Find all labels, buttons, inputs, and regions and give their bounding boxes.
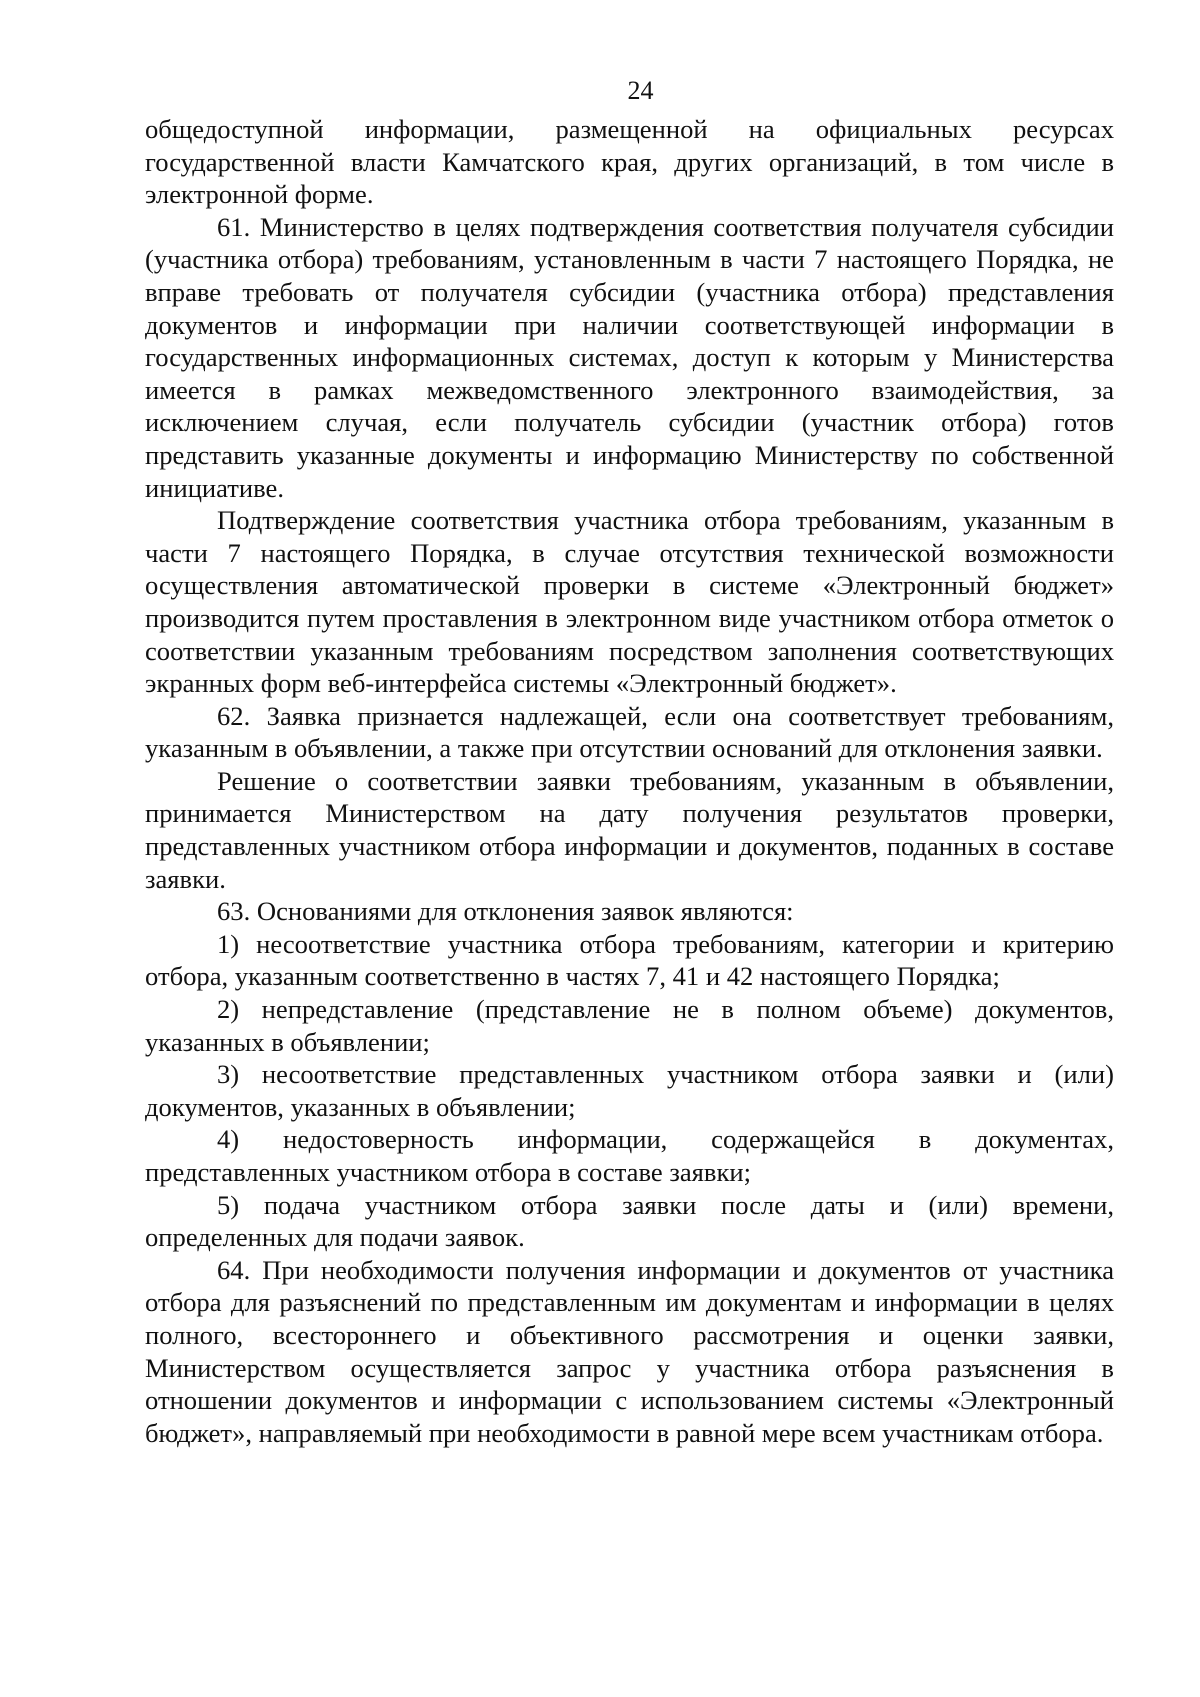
paragraph-64: 64. При необходимости получения информации и документов от участника отбора для разъяснений по представленным им документам и информации в целях полного, всестороннего и объективного рассмотрения и оценки заявки, Министерством осуществляется запрос у участника отбора разъяснения в отношении документов и информации с использованием системы «Электронный бюджет», направляемый при необходимости в равной мере всем участникам отбора. [145, 1254, 1114, 1448]
paragraph-61-confirmation: Подтверждение соответствия участника отбора требованиям, указанным в части 7 настоящего Порядка, в случае отсутствия технической возможности осуществления автоматической проверки в системе «Электронный бюджет» производится путем проставления в электронном виде участником отбора отметок о соответствии указанным требованиям посредством заполнения соответствующих экранных форм веб-интерфейса системы «Электронный бюджет». [145, 505, 1114, 699]
list-item-63-3: 3) несоответствие представленных участником отбора заявки и (или) документов, указанных в объявлении; [145, 1059, 1114, 1122]
list-item-63-1: 1) несоответствие участника отбора требованиям, категории и критерию отбора, указанным соответственно в частях 7, 41 и 42 настоящего Порядка; [145, 928, 1114, 992]
paragraph-continuation: общедоступной информации, размещенной на официальных ресурсах государственной власти Камчатского края, других организаций, в том числе в электронной форме. [145, 114, 1114, 210]
document-body [145, 113, 1114, 1449]
paragraph-62: 62. Заявка признается надлежащей, если она соответствует требованиям, указанным в объявлении, а также при отсутствии оснований для отклонения заявки. [145, 700, 1114, 764]
list-item-63-2: 2) непредставление (представление не в полном объеме) документов, указанных в объявлении; [145, 994, 1114, 1057]
list-item-63-4: 4) недостоверность информации, содержащейся в документах, представленных участником отбора в составе заявки; [145, 1124, 1114, 1187]
paragraph-61: 61. Министерство в целях подтверждения соответствия получателя субсидии (участника отбора) требованиям, установленным в части 7 настоящего Порядка, не вправе требовать от получателя субсидии (участника отбора) представления документов и информации при наличии соответствующей информации в государственных информационных системах, доступ к которым у Министерства имеется в рамках межведомственного электронного взаимодействия, за исключением случая, если получатель субсидии (участник отбора) готов представить указанные документы и информацию Министерству по собственной инициативе. [145, 211, 1114, 503]
page-number: 24 [627, 76, 654, 105]
paragraph-63: 63. Основаниями для отклонения заявок являются: [217, 896, 794, 927]
list-item-63-5: 5) подача участником отбора заявки после даты и (или) времени, определенных для подачи заявок. [145, 1189, 1114, 1253]
paragraph-62-decision: Решение о соответствии заявки требованиям, указанным в объявлении, принимается Министерством на дату получения результатов проверки, представленных участником отбора информации и документов, поданных в составе заявки. [145, 765, 1114, 894]
